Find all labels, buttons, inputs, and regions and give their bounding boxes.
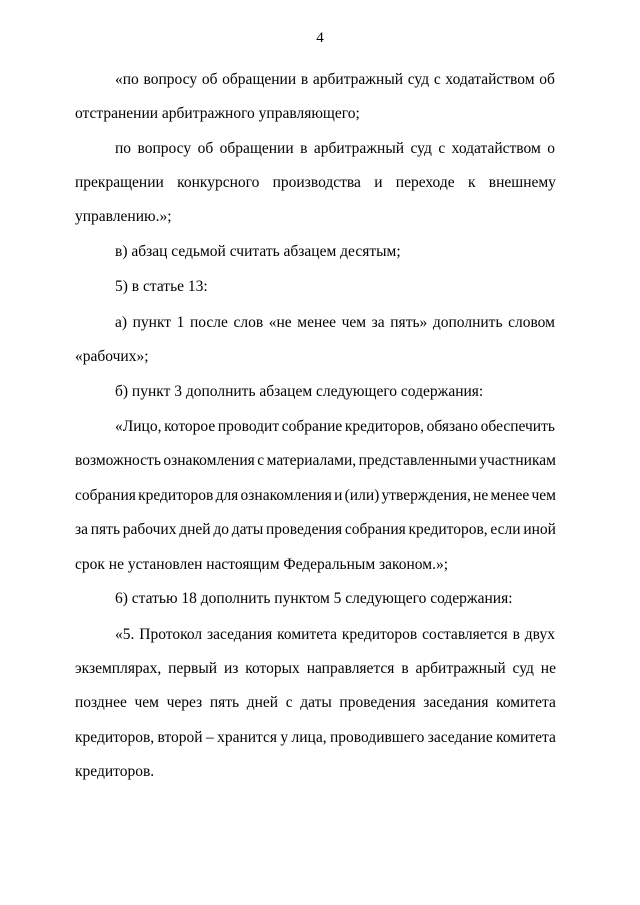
word: если [490,521,521,538]
word: дней [179,521,211,538]
word: пять» [390,314,428,331]
word: вопросу [143,71,198,88]
word: о [547,140,555,157]
word: заседания [207,626,273,643]
word: слов [233,314,264,331]
word: собрания [75,487,136,504]
word: проводившего [330,729,425,746]
word: «не [268,314,292,331]
word: лица, [291,729,327,746]
word: конкурсного [177,174,260,191]
word: Протокол [139,626,203,643]
word: арбитражный [313,140,405,157]
word: комитета [496,729,556,746]
word: арбитражный [415,660,506,677]
text-line-18 [75,660,556,678]
word: до [213,521,229,538]
word: чем [341,314,367,331]
word: первый [168,660,218,677]
word: у [280,729,289,746]
word: чем [531,487,556,504]
text-line-16: 6) статью 18 дополнить пунктом 5 следующего содержания: [115,590,513,607]
word: в [300,71,309,88]
word: обращении [222,71,297,88]
word: заседания [423,694,489,711]
text-line-6: в) абзац седьмой считать абзацем десятым; [115,243,401,260]
word: и [374,174,383,191]
word: кредиторов, [344,418,425,435]
word: внешнему [488,174,556,191]
word: обязано [426,418,479,435]
word: кредиторов, [75,729,155,746]
word: (или) [344,487,380,504]
text-line-20 [75,729,556,747]
word: чем [134,694,159,711]
text-line-4 [75,174,556,192]
text-line-10: б) пункт 3 дополнить абзацем следующего содержания: [115,383,484,400]
text-line-3 [115,140,555,158]
word: материалами, [266,452,357,469]
text-line-11 [115,418,555,436]
word: не [473,487,489,504]
word: участникам [479,452,556,469]
word: к [467,174,476,191]
word: даты [231,521,264,538]
word: которых [245,660,300,677]
text-line-1 [115,71,555,89]
word: собрание [281,418,343,435]
word: по [115,140,132,157]
word: ознакомления [240,487,332,504]
word: проведения [265,521,343,538]
word: и [334,487,343,504]
text-line-21: кредиторов. [75,763,155,780]
word: двух [524,626,555,643]
word: 1 [176,314,185,331]
word: «по [115,71,139,88]
word: заседание [427,729,493,746]
word: об [539,71,555,88]
word: дней [246,694,279,711]
word: кредиторов, [408,521,488,538]
word: пять [90,521,121,538]
word: представленными [358,452,477,469]
text-line-7: 5) в статье 13: [115,278,208,295]
word: после [189,314,228,331]
word: из [223,660,239,677]
word: хранится [217,729,278,746]
word: с [438,140,446,157]
word: переходе [395,174,455,191]
word: словом [508,314,555,331]
word: позднее [75,694,127,711]
word: об [201,71,218,88]
word: ознакомления [163,452,255,469]
text-line-14 [75,521,556,539]
word: пункт [132,314,172,331]
word: ходатайством [445,71,535,88]
word: не [540,660,556,677]
word: менее [297,314,337,331]
word: вопросу [137,140,192,157]
word: комитета [496,694,556,711]
text-line-12 [75,452,556,470]
word: проведения [339,694,416,711]
word: направляется [306,660,395,677]
text-line-13 [75,487,556,505]
word: кредиторов [341,626,418,643]
word: суд [407,71,430,88]
word: даты [300,694,332,711]
text-line-9: «рабочих»; [75,348,149,365]
word: экземплярах, [75,660,162,677]
word: с [433,71,441,88]
word: с [285,694,293,711]
word: обращении [219,140,294,157]
word: рабочих [122,521,177,538]
text-line-17 [115,626,555,644]
text-line-2: отстранении арбитражного управляющего; [75,105,360,122]
word: утверждения, [381,487,471,504]
word: за [75,521,89,538]
word: за [371,314,385,331]
word: комитета [277,626,337,643]
word: об [197,140,214,157]
word: для [215,487,239,504]
word: которое [164,418,216,435]
word: в [512,626,520,643]
word: производства [272,174,361,191]
word: через [166,694,203,711]
word: ходатайством [451,140,541,157]
word: составляется [422,626,508,643]
word: возможность [75,452,161,469]
word: в [300,140,308,157]
text-line-19 [75,694,556,712]
word: арбитражный [312,71,404,88]
word: менее [490,487,530,504]
word: «Лицо, [115,418,162,435]
word: «5. [115,626,135,643]
word: собрания [344,521,406,538]
text-line-5: управлению.»; [75,208,172,225]
text-line-15: срок не установлен настоящим Федеральным законом.»; [75,556,449,573]
word: второй [157,729,203,746]
page-number: 4 [316,30,324,46]
word: а) [115,314,128,331]
word: с [257,452,265,469]
word: обеспечить [480,418,555,435]
word: кредиторов [138,487,214,504]
word: суд [512,660,534,677]
word: прекращении [75,174,164,191]
word: в [401,660,409,677]
text-line-8 [115,314,555,332]
word: проводит [217,418,280,435]
word: дополнить [432,314,503,331]
word: иной [523,521,556,538]
word: суд [410,140,432,157]
word: – [205,729,214,746]
word: пять [209,694,240,711]
